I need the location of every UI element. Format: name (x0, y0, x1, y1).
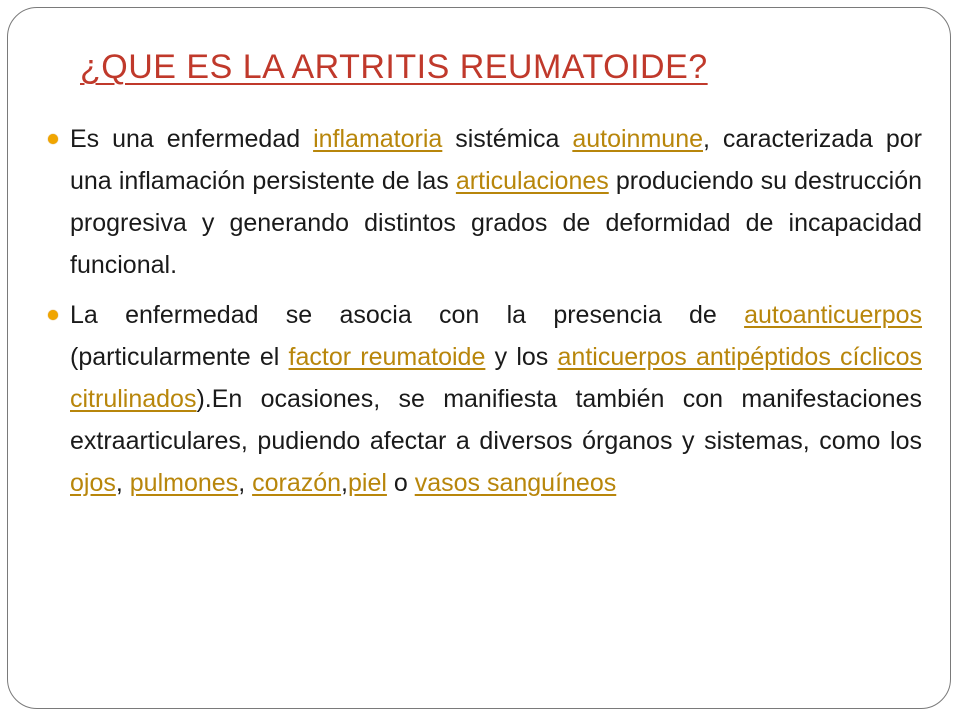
text-segment: Es una enfermedad (70, 125, 314, 153)
link-anticuerpos-citrulinados[interactable]: anticuerpos antipéptidos cíclicos citrulinados (70, 343, 922, 413)
text-segment: y los (485, 343, 558, 371)
text-segment: sistémica (442, 125, 573, 153)
link-inflamatoria[interactable]: inflamatoria (313, 125, 443, 153)
bullet-dot-icon (48, 134, 58, 144)
slide-title: ¿QUE ES LA ARTRITIS REUMATOIDE? (80, 48, 708, 86)
text-segment: La enfermedad se asocia con la presencia de (70, 301, 745, 329)
bullet-item-autoanticuerpos (48, 294, 922, 504)
text-segment: (particularmente el (70, 343, 289, 371)
text-segment: o (386, 469, 415, 497)
link-corazon[interactable]: corazón (252, 469, 342, 497)
link-piel[interactable]: piel (348, 469, 387, 497)
link-ojos[interactable]: ojos (70, 469, 116, 497)
bullet-item-definition (48, 118, 922, 286)
text-segment: ).En ocasiones, se manifiesta también con manifestaciones extraarticulares, pudiendo afectar a diversos órganos y sistemas, como los (70, 385, 922, 455)
text-segment: produciendo su destrucción progresiva y generando distintos grados de deformidad de incapacidad funcional. (70, 167, 923, 279)
link-factor-reumatoide[interactable]: factor reumatoide (288, 343, 486, 371)
link-pulmones[interactable]: pulmones (129, 469, 239, 497)
text-segment: , caracterizada por una inflamación persistente de las (70, 125, 922, 195)
text-segment: , (238, 469, 253, 497)
bullet-list (48, 118, 922, 512)
link-autoanticuerpos[interactable]: autoanticuerpos (744, 301, 922, 329)
link-vasos-sanguineos[interactable]: vasos sanguíneos (414, 469, 617, 497)
text-segment: , (341, 469, 348, 497)
link-autoinmune[interactable]: autoinmune (572, 125, 703, 153)
link-articulaciones[interactable]: articulaciones (455, 167, 609, 195)
bullet-dot-icon (48, 310, 58, 320)
text-segment: , (115, 469, 130, 497)
